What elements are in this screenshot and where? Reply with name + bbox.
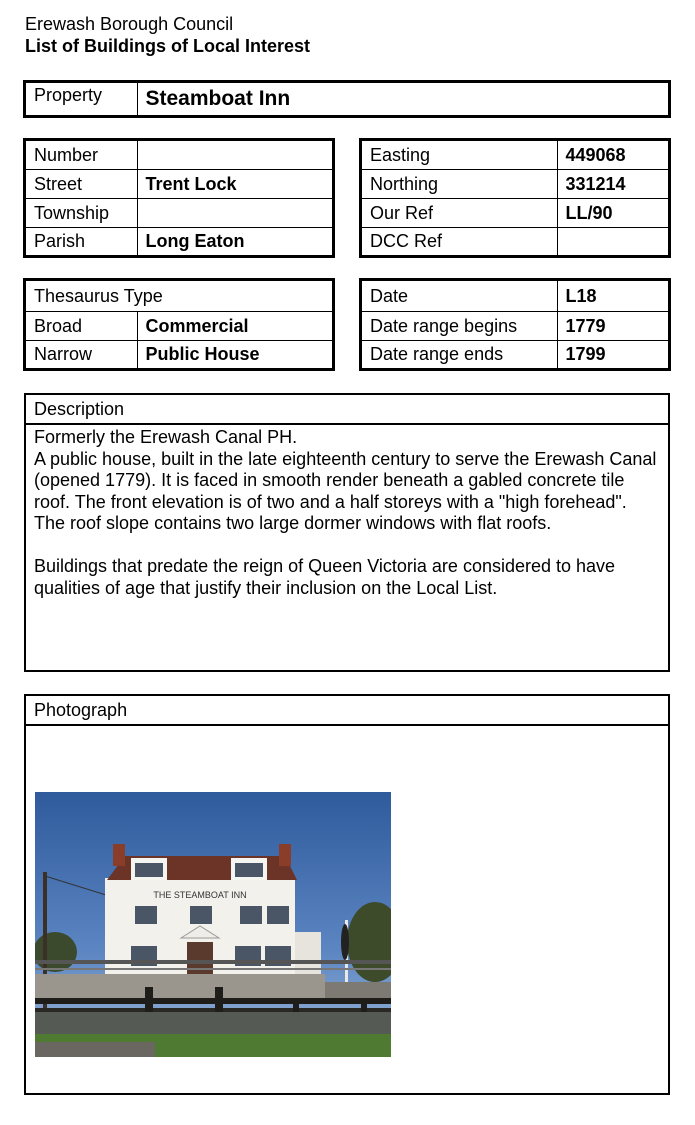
description-heading: Description <box>26 395 668 425</box>
location-table <box>24 139 334 257</box>
property-name: Steamboat Inn <box>137 82 669 116</box>
property-table <box>24 81 670 117</box>
our-ref-value: LL/90 <box>557 198 669 227</box>
date-value: L18 <box>557 280 669 311</box>
dates-table <box>360 279 670 370</box>
description-paragraph: Buildings that predate the reign of Queen Victoria are considered to have qualities of age that justify their inclusion on the Local List. <box>34 556 616 598</box>
number-value <box>137 140 333 169</box>
organisation-name: Erewash Borough Council <box>25 14 234 34</box>
dcc-ref-value <box>557 227 669 256</box>
broad-value: Commercial <box>137 311 333 340</box>
township-value <box>137 198 333 227</box>
document-title: List of Buildings of Local Interest <box>25 36 311 56</box>
narrow-label: Narrow <box>25 340 137 369</box>
narrow-value: Public House <box>137 340 333 369</box>
pub-sign-text: THE STEAMBOAT INN <box>153 890 247 900</box>
grid-reference-table <box>360 139 670 257</box>
northing-value: 331214 <box>557 169 669 198</box>
parish-label: Parish <box>25 227 137 256</box>
description-body <box>26 425 668 599</box>
date-range-begins-label: Date range begins <box>361 311 557 340</box>
parish-value: Long Eaton <box>137 227 333 256</box>
building-photograph <box>35 792 391 1057</box>
township-label: Township <box>25 198 137 227</box>
date-range-ends-value: 1799 <box>557 340 669 369</box>
northing-label: Northing <box>361 169 557 198</box>
photograph-heading: Photograph <box>26 696 668 726</box>
description-paragraph: Formerly the Erewash Canal PH. <box>34 427 298 447</box>
date-range-ends-label: Date range ends <box>361 340 557 369</box>
description-paragraph: A public house, built in the late eighteenth century to serve the Erewash Canal (opened 1779). It is faced in smooth render beneath a gabled concrete tile roof. The front elevation is of two and a half storeys with a "high forehead". The roof slope contains two large dormer windows with flat roofs. <box>34 448 657 533</box>
easting-label: Easting <box>361 140 557 169</box>
dcc-ref-label: DCC Ref <box>361 227 557 256</box>
broad-label: Broad <box>25 311 137 340</box>
thesaurus-table <box>24 279 334 370</box>
thesaurus-heading: Thesaurus Type <box>25 280 333 311</box>
street-label: Street <box>25 169 137 198</box>
date-label: Date <box>361 280 557 311</box>
street-value: Trent Lock <box>137 169 333 198</box>
our-ref-label: Our Ref <box>361 198 557 227</box>
description-box <box>24 393 670 672</box>
number-label: Number <box>25 140 137 169</box>
date-range-begins-value: 1779 <box>557 311 669 340</box>
photograph-box <box>24 694 670 1095</box>
easting-value: 449068 <box>557 140 669 169</box>
property-label: Property <box>25 82 137 116</box>
